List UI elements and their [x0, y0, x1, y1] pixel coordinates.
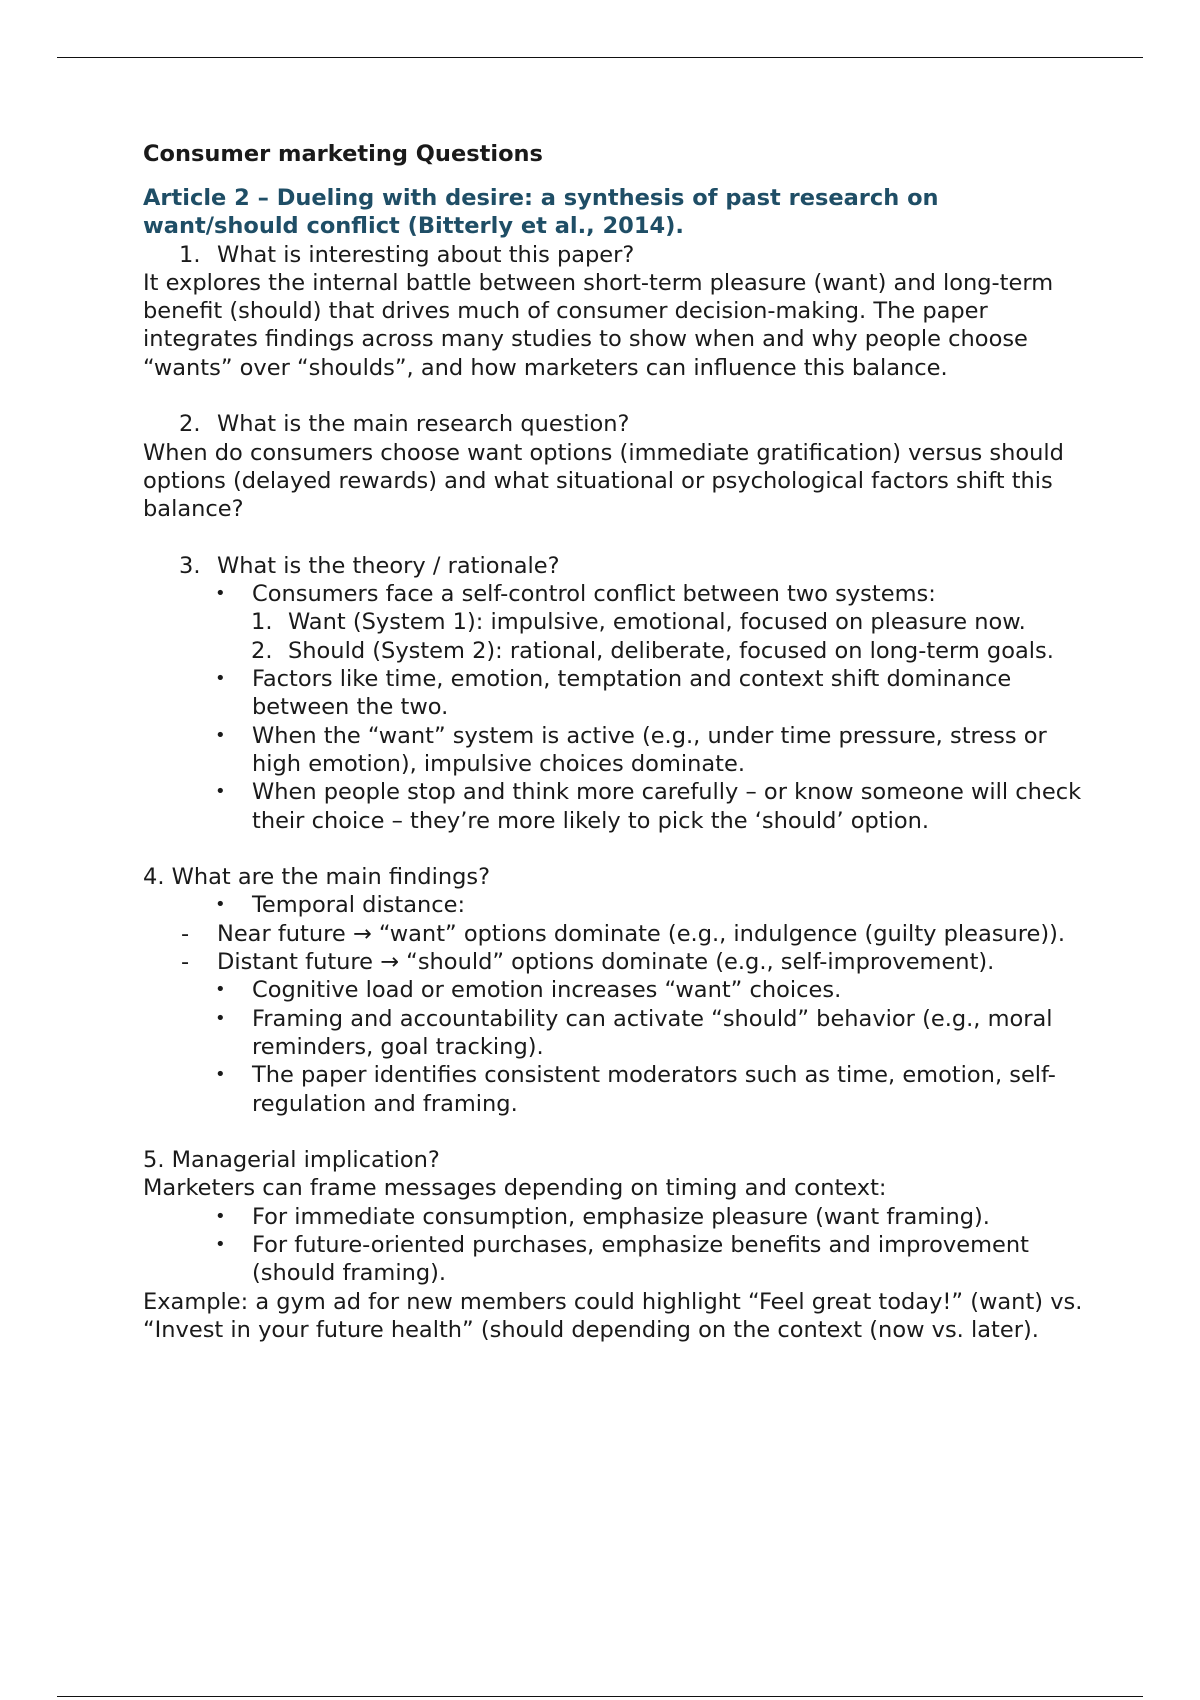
list-item — [143, 891, 1083, 919]
list-item — [143, 976, 1083, 1004]
question-text: What is the main research question? — [217, 411, 630, 438]
list-item — [143, 1005, 1083, 1062]
article-heading-line2: want/should conflict (Bitterly et al., 2014). — [143, 213, 684, 240]
list-item-text: Temporal distance: — [252, 892, 466, 919]
question-number: 3. — [179, 552, 201, 579]
bullet-icon: • — [215, 583, 226, 605]
list-item-text: Near future → “want” options dominate (e.g., indulgence (guilty pleasure)). — [217, 920, 1066, 947]
question-5: 5. Managerial implication? — [143, 1147, 440, 1174]
question-number: 1. — [179, 241, 201, 268]
dash-icon: - — [181, 949, 190, 976]
list-item — [143, 1231, 1083, 1288]
question-text: What is the theory / rationale? — [217, 552, 560, 579]
document-body — [143, 140, 1083, 1344]
question-1 — [143, 241, 1083, 269]
bullet-icon: • — [215, 1233, 226, 1255]
question-2 — [143, 410, 1083, 438]
article-heading — [143, 184, 1083, 241]
bullet-icon: • — [215, 894, 226, 916]
bullet-icon: • — [215, 1064, 226, 1086]
list-item — [143, 1203, 1083, 1231]
list-item-text: When people stop and think more carefully – or know someone will check their choice – they’re more likely to pick the ‘should’ option. — [252, 779, 1082, 834]
list-item-text: For immediate consumption, emphasize pleasure (want framing). — [252, 1203, 990, 1230]
answer-5-example: Example: a gym ad for new members could highlight “Feel great today!” (want) vs. “Invest in your future health” (should depending on the context (now vs. later). — [143, 1288, 1083, 1343]
list-item-text: Consumers face a self-control conflict between two systems: — [252, 581, 936, 608]
list-item-text: Framing and accountability can activate “should” behavior (e.g., moral reminders, goal tracking). — [252, 1005, 1053, 1060]
bottom-rule — [57, 1696, 1143, 1697]
article-heading-line1: Article 2 – Dueling with desire: a synthesis of past research on — [143, 185, 939, 211]
bullet-icon: • — [215, 781, 226, 803]
bullet-icon: • — [215, 979, 226, 1001]
question-text: What is interesting about this paper? — [217, 241, 635, 268]
list-item — [143, 778, 1083, 835]
question-4: 4. What are the main findings? — [143, 864, 491, 891]
list-item — [143, 948, 1083, 976]
answer-1: It explores the internal battle between short-term pleasure (want) and long-term benefit (should) that drives much of consumer decision-making. The paper integrates findings across many studies to show when and why people choose “wants” over “shoulds”, and how marketers can influence this balance. — [143, 269, 1054, 381]
list-item-text: The paper identifies consistent moderators such as time, emotion, self-regulation and framing. — [252, 1062, 1056, 1117]
list-item — [143, 580, 1083, 608]
list-item — [143, 1061, 1083, 1118]
answer-5-intro: Marketers can frame messages depending on timing and context: — [143, 1175, 887, 1202]
list-item-text: Cognitive load or emotion increases “want” choices. — [252, 977, 842, 1004]
bullet-icon: • — [215, 668, 226, 690]
document-title: Consumer marketing Questions — [143, 141, 543, 167]
list-item-text: Should (System 2): rational, deliberate, focused on long-term goals. — [288, 637, 1054, 664]
list-item-text: For future-oriented purchases, emphasize benefits and improvement (should framing). — [252, 1231, 1029, 1287]
list-item — [143, 665, 1083, 722]
list-item — [143, 608, 1083, 636]
question-number: 2. — [179, 411, 201, 438]
list-item-text: Want (System 1): impulsive, emotional, focused on pleasure now. — [288, 609, 1026, 636]
bullet-icon: • — [215, 1205, 226, 1227]
answer-2: When do consumers choose want options (immediate gratification) versus should options (delayed rewards) and what situational or psychological factors shift this balance? — [143, 439, 1064, 523]
list-item-text: Distant future → “should” options dominate (e.g., self-improvement). — [217, 949, 995, 976]
bullet-icon: • — [215, 724, 226, 746]
list-item-text: Factors like time, emotion, temptation and context shift dominance between the two. — [252, 666, 1012, 721]
bullet-icon: • — [215, 1007, 226, 1029]
list-item — [143, 920, 1083, 948]
top-rule — [57, 57, 1143, 58]
question-3 — [143, 552, 1083, 580]
list-number: 2. — [251, 637, 273, 664]
list-item — [143, 722, 1083, 779]
list-item-text: When the “want” system is active (e.g., under time pressure, stress or high emotion), impulsive choices dominate. — [252, 722, 1047, 777]
list-number: 1. — [251, 609, 273, 636]
list-item — [143, 637, 1083, 665]
dash-icon: - — [181, 920, 190, 947]
